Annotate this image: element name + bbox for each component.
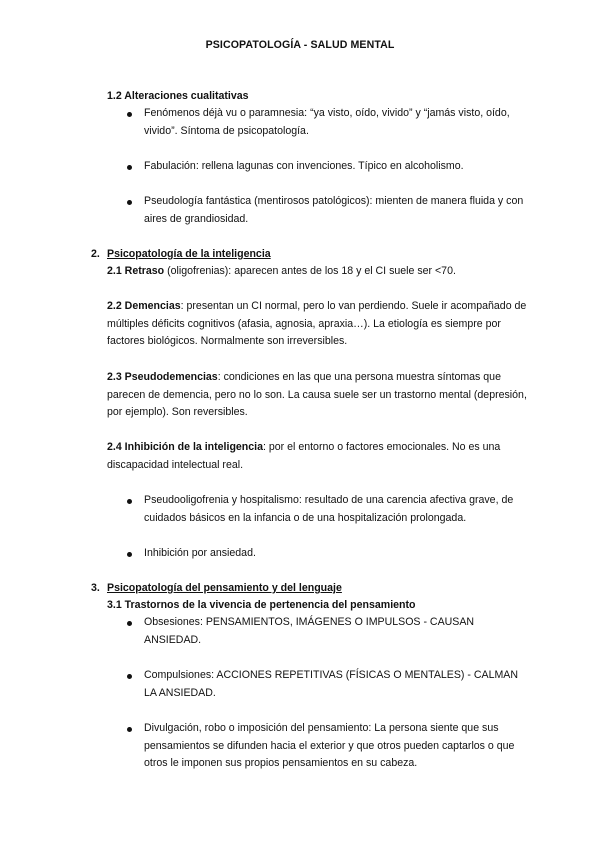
list-item-text: Divulgación, robo o imposición del pensamiento: La persona siente que sus pensamientos se difunden hacia el exterior y que otros pueden captarlos o que otros le imponen sus propios pensamientos en su cabeza. xyxy=(144,722,515,769)
list-item xyxy=(144,158,529,176)
list-item xyxy=(144,193,529,228)
bullet-icon xyxy=(127,727,132,732)
list-item xyxy=(144,614,529,649)
paragraph-text: : por el entorno o factores emocionales. No es una discapacidad intelectual real. xyxy=(107,441,501,471)
list-item xyxy=(144,105,529,140)
paragraph-2-1 xyxy=(107,263,532,281)
paragraph-label: 2.1 Retraso xyxy=(107,265,165,277)
paragraph-2-3 xyxy=(107,369,532,422)
list-item-text: Obsesiones: PENSAMIENTOS, IMÁGENES O IMPULSOS - CAUSAN ANSIEDAD. xyxy=(144,616,475,646)
section-heading-3 xyxy=(91,580,531,598)
paragraph-text: (oligofrenias): aparecen antes de los 18 y el CI suele ser <70. xyxy=(164,265,456,277)
list-item-text: Fabulación: rellena lagunas con invenciones. Típico en alcoholismo. xyxy=(144,160,464,172)
page-title: PSICOPATOLOGÍA - SALUD MENTAL xyxy=(205,39,395,51)
list-item-text: Inhibición por ansiedad. xyxy=(144,547,256,559)
bullet-icon xyxy=(127,165,132,170)
list-item-text: Fenómenos déjà vu o paramnesia: “ya visto, oído, vivido” y “jamás visto, oído, vivido”. Síntoma de psicopatología. xyxy=(144,107,510,137)
bullet-icon xyxy=(127,621,132,626)
paragraph-label: 2.2 Demencias xyxy=(107,300,181,312)
section-number: 3. xyxy=(91,582,100,594)
bullet-icon xyxy=(127,499,132,504)
paragraph-2-2 xyxy=(107,298,532,351)
list-item xyxy=(144,492,529,527)
subsection-heading-1-2: 1.2 Alteraciones cualitativas xyxy=(107,90,249,102)
subsection-heading-3-1: 3.1 Trastornos de la vivencia de pertenencia del pensamiento xyxy=(107,599,416,611)
paragraph-label: 2.4 Inhibición de la inteligencia xyxy=(107,441,263,453)
list-item-text: Compulsiones: ACCIONES REPETITIVAS (FÍSICAS O MENTALES) - CALMAN LA ANSIEDAD. xyxy=(144,669,519,699)
list-item xyxy=(144,545,529,563)
section-number: 2. xyxy=(91,248,100,260)
list-item xyxy=(144,720,529,773)
list-item-text: Pseudooligofrenia y hospitalismo: resultado de una carencia afectiva grave, de cuidados básicos en la infancia o de una hospitalización prolongada. xyxy=(144,494,514,524)
paragraph-label: 2.3 Pseudodemencias xyxy=(107,371,218,383)
list-item xyxy=(144,667,529,702)
bullet-icon xyxy=(127,552,132,557)
bullet-icon xyxy=(127,674,132,679)
bullet-icon xyxy=(127,112,132,117)
section-title: Psicopatología del pensamiento y del lenguaje xyxy=(107,582,342,594)
list-item-text: Pseudología fantástica (mentirosos patológicos): mienten de manera fluida y con aires de grandiosidad. xyxy=(144,195,524,225)
section-heading-2 xyxy=(91,246,531,264)
paragraph-text: : condiciones en las que una persona muestra síntomas que parecen de demencia, pero no lo son. La causa suele ser un trastorno mental (depresión, por ejemplo). Son reversibles. xyxy=(107,371,527,418)
section-title: Psicopatología de la inteligencia xyxy=(107,248,271,260)
bullet-icon xyxy=(127,200,132,205)
paragraph-2-4 xyxy=(107,439,532,474)
paragraph-text: : presentan un CI normal, pero lo van perdiendo. Suele ir acompañado de múltiples déficits cognitivos (afasia, agnosia, apraxia…). La etiología es siempre por factores biológicos. Normalmente son irreversibles. xyxy=(107,300,527,347)
